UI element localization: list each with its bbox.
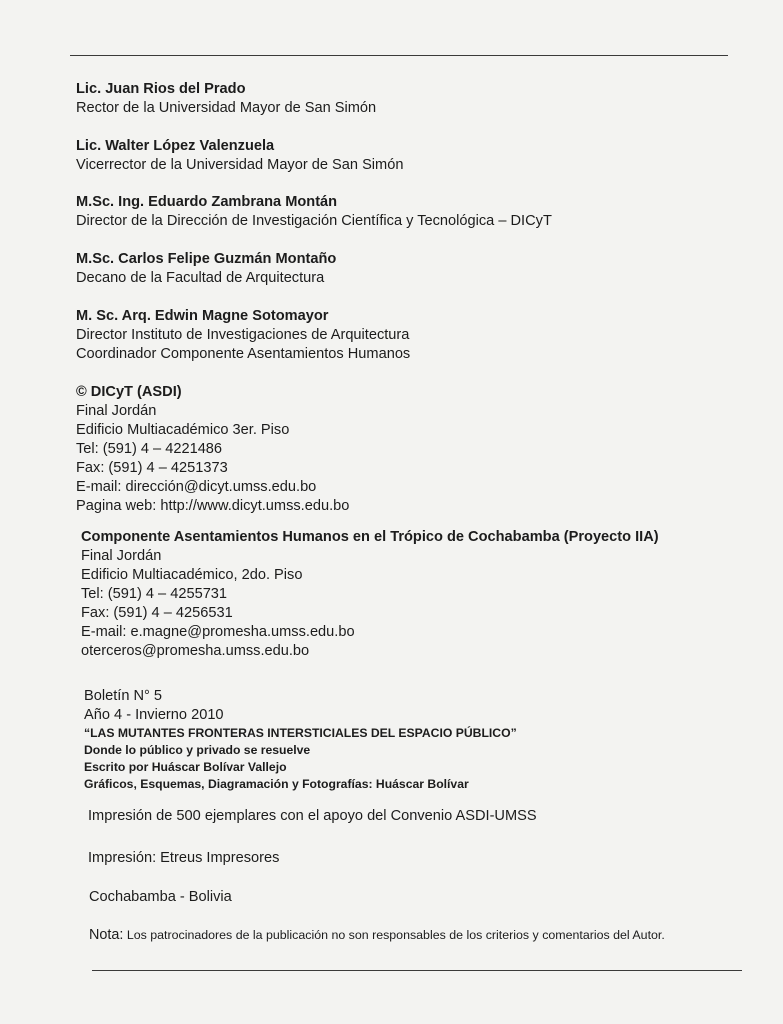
boletin-title: “LAS MUTANTES FRONTERAS INTERSTICIALES DEL ESPACIO PÚBLICO” [84, 726, 517, 740]
impresion-ejemplares-text: Impresión de 500 ejemplares con el apoyo del Convenio ASDI-UMSS [88, 808, 537, 824]
nota-text: Los patrocinadores de la publicación no son responsables de los criterios y comentarios del Autor. [126, 928, 665, 942]
person-role: Director Instituto de Investigaciones de Arquitectura [76, 327, 410, 343]
boletin-number: Boletín N° 5 [84, 688, 163, 704]
bottom-rule [92, 970, 742, 971]
nota-label: Nota: [89, 927, 124, 943]
person-role: Decano de la Facultad de Arquitectura [76, 270, 325, 286]
person-vicerrector [76, 137, 403, 175]
lugar-text: Cochabamba - Bolivia [89, 889, 232, 905]
phone: Tel: (591) 4 – 4221486 [76, 441, 223, 457]
address-line: Edificio Multiacadémico, 2do. Piso [81, 567, 303, 583]
email: E-mail: dirección@dicyt.umss.edu.bo [76, 479, 317, 495]
person-name: M.Sc. Carlos Felipe Guzmán Montaño [76, 251, 337, 267]
person-decano [76, 250, 336, 288]
boletin-info [84, 687, 517, 793]
person-director-instituto [76, 307, 410, 364]
dicyt-title: © DICyT (ASDI) [76, 384, 182, 400]
fax: Fax: (591) 4 – 4251373 [76, 460, 228, 476]
person-name: M.Sc. Ing. Eduardo Zambrana Montán [76, 194, 338, 210]
lugar [89, 888, 232, 907]
boletin-subtitle: Donde lo público y privado se resuelve [84, 743, 311, 757]
top-rule [70, 55, 728, 56]
address-line: Final Jordán [81, 548, 162, 564]
dicyt-contact [76, 383, 349, 516]
person-role: Rector de la Universidad Mayor de San Simón [76, 100, 377, 116]
person-director-dicyt [76, 193, 552, 231]
nota-line [89, 926, 665, 945]
person-role: Director de la Dirección de Investigación Científica y Tecnológica – DICyT [76, 213, 552, 229]
phone: Tel: (591) 4 – 4255731 [81, 586, 228, 602]
address-line: Edificio Multiacadémico 3er. Piso [76, 422, 290, 438]
impresor [88, 849, 279, 868]
person-name: Lic. Walter López Valenzuela [76, 138, 275, 154]
email: E-mail: e.magne@promesha.umss.edu.bo [81, 624, 355, 640]
person-rector [76, 80, 376, 118]
impresion-ejemplares [88, 807, 537, 826]
componente-contact [81, 528, 659, 661]
person-name: M. Sc. Arq. Edwin Magne Sotomayor [76, 308, 329, 324]
person-role-secondary: Coordinador Componente Asentamientos Humanos [76, 346, 411, 362]
fax: Fax: (591) 4 – 4256531 [81, 605, 233, 621]
boletin-date: Año 4 - Invierno 2010 [84, 707, 224, 723]
componente-title: Componente Asentamientos Humanos en el Trópico de Cochabamba (Proyecto IIA) [81, 529, 659, 545]
nota [89, 926, 665, 945]
person-name: Lic. Juan Rios del Prado [76, 81, 246, 97]
email-secondary: oterceros@promesha.umss.edu.bo [81, 643, 310, 659]
boletin-author: Escrito por Huáscar Bolívar Vallejo [84, 760, 287, 774]
website: Pagina web: http://www.dicyt.umss.edu.bo [76, 498, 350, 514]
address-line: Final Jordán [76, 403, 157, 419]
impresor-text: Impresión: Etreus Impresores [88, 850, 280, 866]
person-role: Vicerrector de la Universidad Mayor de San Simón [76, 157, 404, 173]
boletin-graphics: Gráficos, Esquemas, Diagramación y Fotografías: Huáscar Bolívar [84, 777, 469, 791]
